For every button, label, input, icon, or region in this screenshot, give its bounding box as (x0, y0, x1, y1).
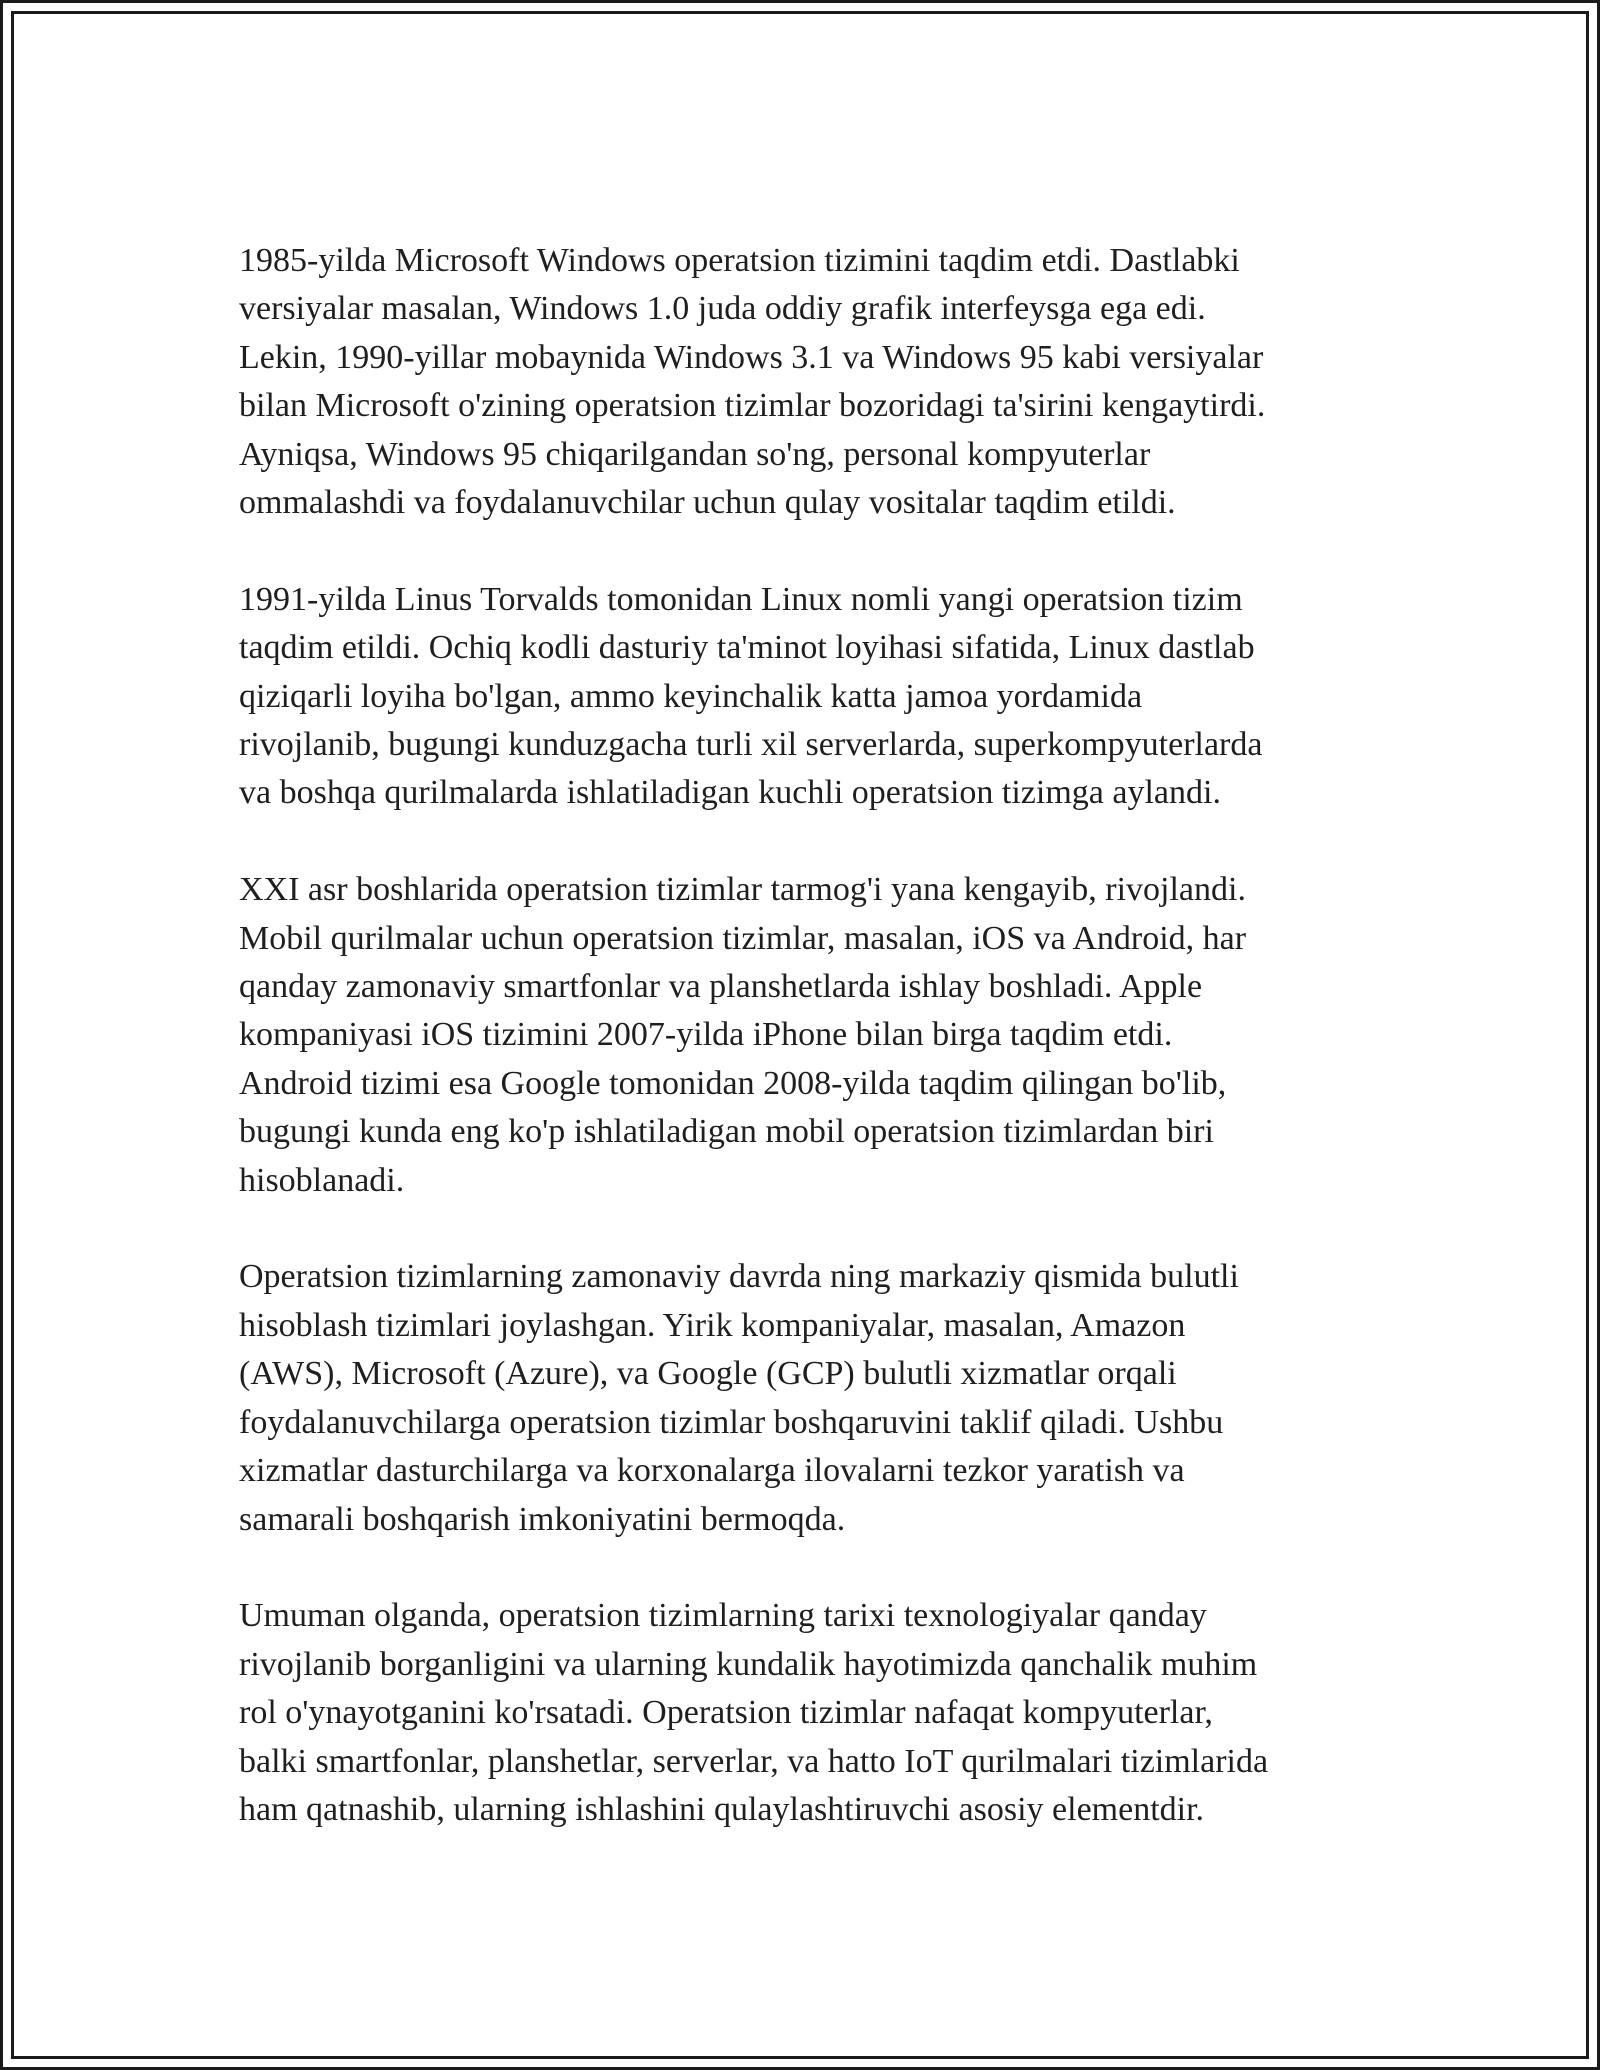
text-line: rol o'ynayotganini ko'rsatadi. Operatsion tizimlar nafaqat kompyuterlar, (239, 1694, 1213, 1732)
text-line: XXI asr boshlarida operatsion tizimlar tarmog'i yana kengayib, rivojlandi. (239, 871, 1246, 909)
text-line: foydalanuvchilarga operatsion tizimlar boshqaruvini taklif qiladi. Ushbu (239, 1403, 1224, 1441)
text-line: rivojlanib borganligini va ularning kundalik hayotimizda qanchalik muhim (239, 1645, 1258, 1683)
text-line: 1985-yilda Microsoft Windows operatsion tizimini taqdim etdi. Dastlabki (239, 242, 1240, 279)
paragraph-conclusion (239, 1592, 1369, 1834)
text-line: samarali boshqarish imkoniyatini bermoqda. (239, 1500, 846, 1538)
text-line: (AWS), Microsoft (Azure), va Google (GCP) bulutli xizmatlar orqali (239, 1355, 1177, 1393)
text-line: qiziqarli loyiha bo'lgan, ammo keyinchalik katta jamoa yordamida (239, 677, 1143, 715)
text-line: xizmatlar dasturchilarga va korxonalarga ilovalarni tezkor yaratish va (239, 1452, 1185, 1490)
text-line: Android tizimi esa Google tomonidan 2008-yilda taqdim qilingan bo'lib, (239, 1064, 1227, 1102)
text-line: rivojlanib, bugungi kunduzgacha turli xil serverlarda, superkompyuterlarda (239, 726, 1263, 764)
text-line: Operatsion tizimlarning zamonaviy davrda ning markaziy qismida bulutli (239, 1258, 1239, 1296)
text-line: qanday zamonaviy smartfonlar va planshetlarda ishlay boshladi. Apple (239, 968, 1203, 1006)
text-line: ommalashdi va foydalanuvchilar uchun qulay vositalar taqdim etildi. (239, 484, 1176, 522)
paragraph-linux-history (239, 576, 1369, 818)
text-line: Lekin, 1990-yillar mobaynida Windows 3.1 va Windows 95 kabi versiyalar (239, 338, 1264, 376)
text-line: Mobil qurilmalar uchun operatsion tizimlar, masalan, iOS va Android, har (239, 919, 1247, 957)
text-line: 1991-yilda Linus Torvalds tomonidan Linux nomli yangi operatsion tizim (239, 580, 1243, 618)
document-body (239, 237, 1369, 1834)
text-line: taqdim etildi. Ochiq kodli dasturiy ta'minot loyihasi sifatida, Linux dastlab (239, 629, 1255, 667)
paragraph-mobile-os (239, 866, 1369, 1205)
text-line: hisoblanadi. (239, 1161, 405, 1199)
paragraph-cloud-computing (239, 1253, 1369, 1543)
text-line: ham qatnashib, ularning ishlashini qulaylashtiruvchi asosiy elementdir. (239, 1790, 1205, 1828)
paragraph-windows-history (239, 237, 1369, 527)
text-line: hisoblash tizimlari joylashgan. Yirik kompaniyalar, masalan, Amazon (239, 1306, 1186, 1344)
text-line: balki smartfonlar, planshetlar, serverlar, va hatto IoT qurilmalari tizimlarida (239, 1742, 1269, 1780)
text-line: kompaniyasi iOS tizimini 2007-yilda iPhone bilan birga taqdim etdi. (239, 1016, 1173, 1054)
text-line: va boshqa qurilmalarda ishlatiladigan kuchli operatsion tizimga aylandi. (239, 774, 1221, 812)
text-line: bilan Microsoft o'zining operatsion tizimlar bozoridagi ta'sirini kengaytirdi. (239, 387, 1266, 425)
text-line: Ayniqsa, Windows 95 chiqarilgandan so'ng, personal kompyuterlar (239, 435, 1151, 473)
text-line: versiyalar masalan, Windows 1.0 juda oddiy grafik interfeysga ega edi. (239, 290, 1206, 328)
text-line: bugungi kunda eng ko'p ishlatiladigan mobil operatsion tizimlardan biri (239, 1113, 1214, 1151)
text-line: Umuman olganda, operatsion tizimlarning tarixi texnologiyalar qanday (239, 1597, 1207, 1635)
